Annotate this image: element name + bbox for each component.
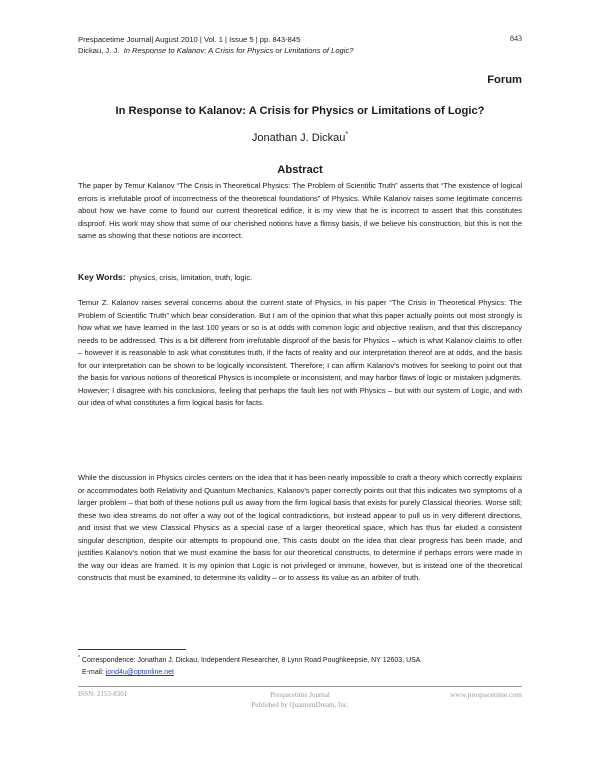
body-paragraph-1: Temur Z. Kalanov raises several concerns about the current state of Physics, in his paper “The Crisis in Theoretical Physics: The Problem of Scientific Truth” which bear consideration. But I am of the opinion that what this paper actually points out most strongly is how what we have learned in the last 100 years or so is at odds with common logic and objective realism, and that this discrepancy needs to be addressed. This is a bit different from irrefutable disproof of the basis for Physics – which is what Kalanov claims to offer – however it is reasonable to ask what constitutes truth, if the facts of reality and our interpretation thereof are at odds, and the basis for our interpretation can be shown to be logically inconsistent. Therefore; I can affirm Kalanov’s motives for seeking to point out that the basis for various notions of theoretical Physics is incomplete or inconsistent, and may harbor flaws of logic or mistaken judgments. However; I disagree with his conclusions, feeling that perhaps the fault lies not with Physics – but with our system of Logic, and with our idea of what constitutes a firm logical basis for facts. <box>78 298 522 407</box>
author-line <box>78 132 522 144</box>
abstract-heading: Abstract <box>277 164 323 176</box>
footnote-mark: * <box>78 655 80 661</box>
footnote-divider <box>78 649 186 650</box>
article-title: In Response to Kalanov: A Crisis for Physics or Limitations of Logic? <box>115 105 485 117</box>
footer-publisher: Published by QuantumDream, Inc. <box>251 701 349 709</box>
footnote <box>78 655 522 679</box>
footer-website-link[interactable]: www.prespacetime.com <box>450 690 522 699</box>
footer-issn: ISSN: 2153-8301 <box>78 690 128 698</box>
citation-authors: Dickau, J. J. <box>78 46 120 55</box>
author-name: Jonathan J. Dickau <box>251 132 346 144</box>
keywords-line: Key Words: physics, crisis, limitation, truth, logic. <box>78 272 253 282</box>
abstract-text: The paper by Temur Kalanov “The Crisis in Theoretical Physics: The Problem of Scientific Truth” asserts that “The existence of logical errors is irrefutable proof of incorrectness of the theoretical foundations” of Physics. While Kalanov raises some legitimate concerns about how we have come to found our current theoretical edifice, it is my view that he is incorrect to assert that this constitutes disproof. His work may show that some of our cherished notions have a flimsy basis, if we believe his construction, but this is not the same as showing that these notions are incorrect. <box>78 181 522 240</box>
keywords-label: Key Words <box>78 272 123 282</box>
email-label: E-mail: <box>82 669 104 676</box>
page-number: 843 <box>510 34 522 43</box>
email-link[interactable]: jond4u@optonline.net <box>105 669 174 676</box>
citation-title: In Response to Kalanov: A Crisis for Physics or Limitations of Logic? <box>123 46 354 55</box>
body-paragraph-2: While the discussion in Physics circles centers on the idea that it has been nearly impossible to craft a theory which correctly explains or accommodates both Relativity and Quantum Mechanics, Kalanov’s paper correctly points out that this indicates two symptoms of a larger problem – that both of these notions pull us away from the firm logical basis that exists for purely Classical theories. Worse still; these two idea streams do not offer a way out of the logical contradictions, but instead appear to pull us in very different directions, and insist that we view Classical Physics as a special case of a larger theoretical space, which has thus far eluded a consistent singular description, despite our attempts to propound one. This casts doubt on the idea that clear progress has been made, and justifies Kalanov’s notion that we must examine the basis for our theoretical constructs, to determine if perhaps errors were made in the way our ideas are framed. It is my opinion that Logic is not privileged or immune, however, but is instead one of the theoretical constructs that must be examined, to determine its validity – or to assess its value as an arbiter of truth. <box>78 473 522 582</box>
section-label: Forum <box>487 74 522 86</box>
footnote-correspondence-line <box>78 655 522 667</box>
running-header <box>78 34 353 56</box>
journal-info-line: Prespacetime Journal| August 2010 | Vol. 1 | Issue 5 | pp. 843-845 <box>78 35 301 44</box>
citation-line <box>78 45 353 56</box>
footer-divider <box>78 686 522 687</box>
author-footnote-mark[interactable]: * <box>345 131 349 138</box>
footnote-correspondence: Correspondence: Jonathan J. Dickau, Independent Researcher, 8 Lynn Road Poughkeepsie, NY 12603, USA <box>81 657 421 664</box>
footer-journal-name: Prespacetime Journal <box>270 691 330 699</box>
keywords-list: physics, crisis, limitation, truth, logic. <box>129 273 253 282</box>
footnote-email-line <box>78 667 522 679</box>
